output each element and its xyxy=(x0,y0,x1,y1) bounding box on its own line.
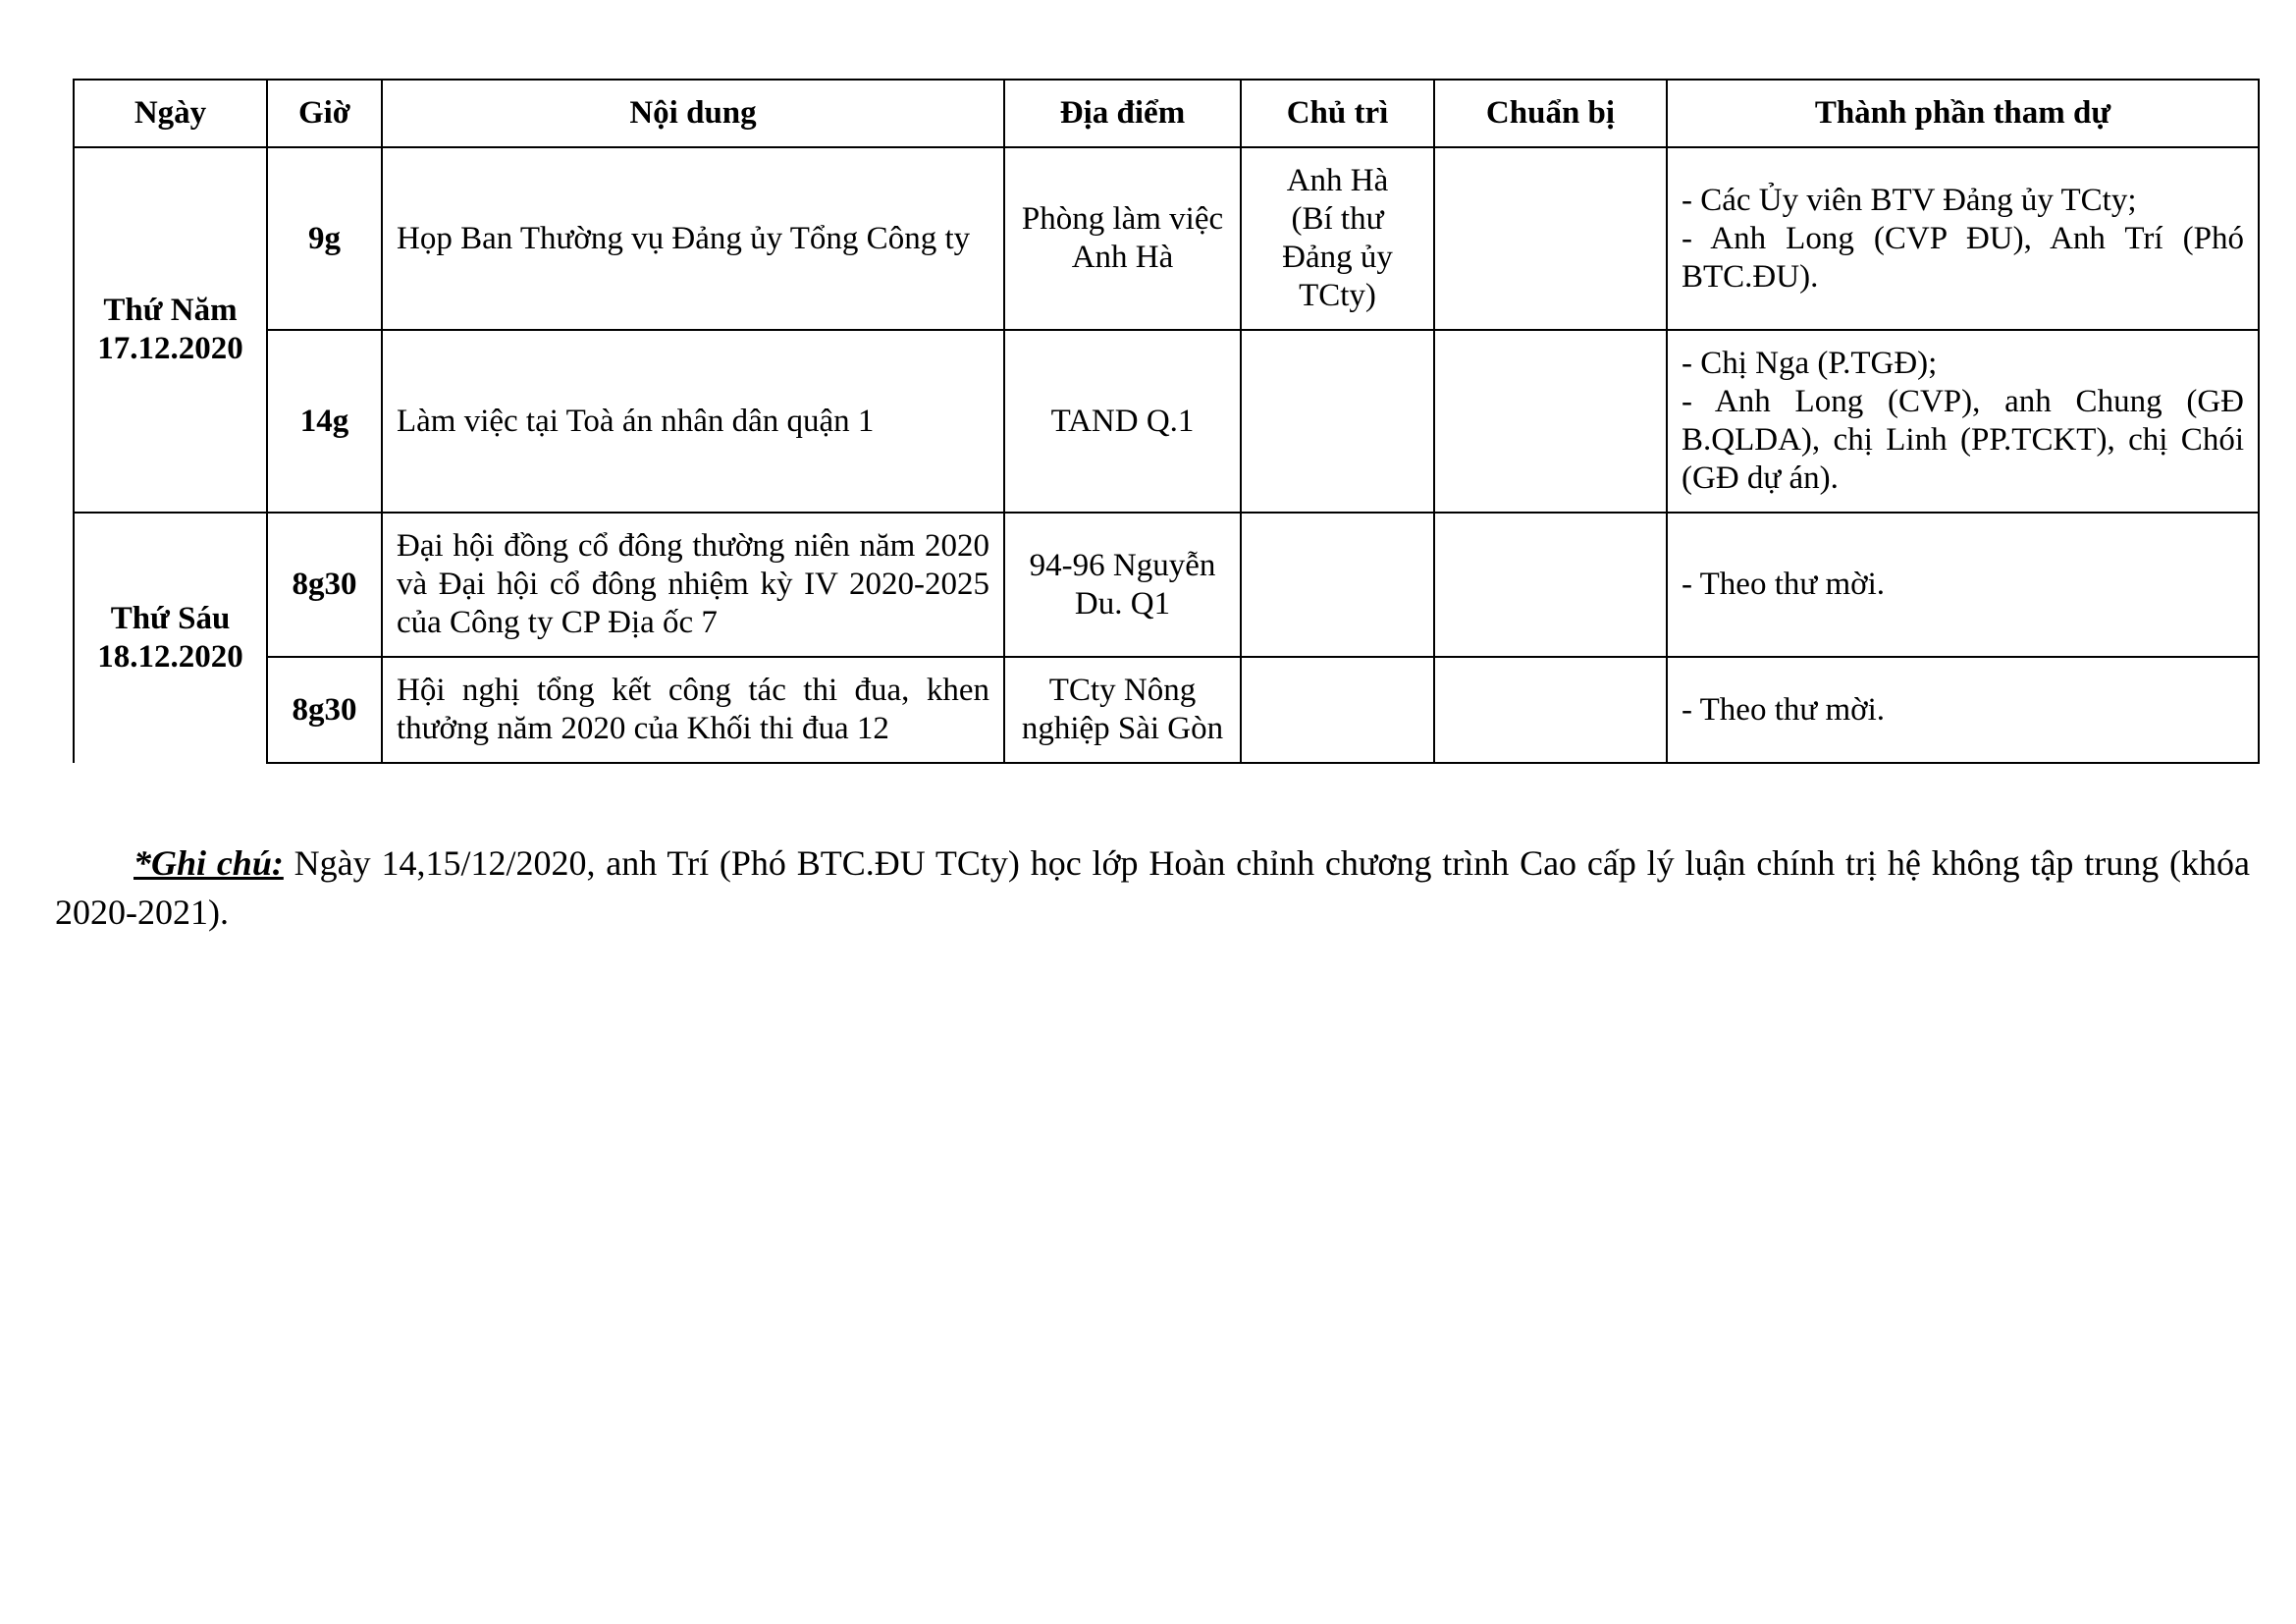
attendees-cell xyxy=(1667,147,2259,330)
host-line: Đảng ủy xyxy=(1282,240,1393,275)
content-line: Hội nghị tổng kết công tác thi đua, khen xyxy=(397,673,989,708)
prep-cell xyxy=(1434,513,1667,657)
table-row xyxy=(74,330,2259,513)
content-cell: Làm việc tại Toà án nhân dân quận 1 xyxy=(382,330,1004,513)
attendees-cell xyxy=(1667,330,2259,513)
header-place: Địa điểm xyxy=(1004,80,1241,147)
host-line: Anh Hà xyxy=(1286,163,1389,198)
place-line: 94-96 Nguyễn xyxy=(1029,547,1216,583)
content-cell: Họp Ban Thường vụ Đảng ủy Tổng Công ty xyxy=(382,147,1004,330)
header-day: Ngày xyxy=(74,80,267,147)
table-header-row xyxy=(74,80,2259,147)
host-cell xyxy=(1241,330,1434,513)
host-line: (Bí thư xyxy=(1291,201,1384,237)
place-cell xyxy=(1004,147,1241,330)
date-text: 18.12.2020 xyxy=(97,639,243,675)
attendees-cell: - Theo thư mời. xyxy=(1667,657,2259,763)
attendee-line: B.QLDA), chị Linh (PP.TCKT), chị Chói xyxy=(1682,422,2244,458)
content-line: thưởng năm 2020 của Khối thi đua 12 xyxy=(397,711,889,746)
place-line: Du. Q1 xyxy=(1074,585,1171,622)
time-cell: 14g xyxy=(267,330,382,513)
footnote xyxy=(55,839,2250,937)
place-line: nghiệp Sài Gòn xyxy=(1021,711,1224,746)
host-cell xyxy=(1241,147,1434,330)
place-line: Phòng làm việc xyxy=(1021,201,1224,237)
attendee-line: BTC.ĐU). xyxy=(1682,258,1819,295)
attendee-line: - Anh Long (CVP), anh Chung (GĐ xyxy=(1682,384,2244,419)
attendee-line: - Chị Nga (P.TGĐ); xyxy=(1682,346,1938,381)
attendee-line: (GĐ dự án). xyxy=(1682,460,1839,496)
place-line: TCty Nông xyxy=(1048,673,1197,708)
weekly-schedule-table xyxy=(73,79,2260,764)
table-row xyxy=(74,657,2259,763)
content-cell xyxy=(382,657,1004,763)
content-cell xyxy=(382,513,1004,657)
host-cell xyxy=(1241,657,1434,763)
weekday-text: Thứ Năm xyxy=(103,293,238,328)
day-cell xyxy=(74,513,267,763)
date-text: 17.12.2020 xyxy=(97,331,243,366)
time-cell: 9g xyxy=(267,147,382,330)
time-cell: 8g30 xyxy=(267,657,382,763)
host-line: TCty) xyxy=(1299,278,1376,313)
header-attendees: Thành phần tham dự xyxy=(1667,80,2259,147)
place-cell xyxy=(1004,657,1241,763)
attendees-cell: - Theo thư mời. xyxy=(1667,513,2259,657)
header-prep: Chuẩn bị xyxy=(1434,80,1667,147)
attendee-line: - Các Ủy viên BTV Đảng ủy TCty; xyxy=(1682,182,2137,218)
footnote-label: *Ghi chú: xyxy=(133,843,284,883)
prep-cell xyxy=(1434,330,1667,513)
time-cell: 8g30 xyxy=(267,513,382,657)
header-time: Giờ xyxy=(267,80,382,147)
header-content: Nội dung xyxy=(382,80,1004,147)
content-line: Đại hội đồng cổ đông thường niên năm 2020 xyxy=(397,528,989,564)
header-host: Chủ trì xyxy=(1241,80,1434,147)
attendee-line: - Anh Long (CVP ĐU), Anh Trí (Phó xyxy=(1682,220,2244,256)
prep-cell xyxy=(1434,657,1667,763)
content-line: và Đại hội cổ đông nhiệm kỳ IV 2020-2025 xyxy=(397,567,989,602)
table-row xyxy=(74,147,2259,330)
prep-cell xyxy=(1434,147,1667,330)
place-cell xyxy=(1004,513,1241,657)
content-line: của Công ty CP Địa ốc 7 xyxy=(397,605,718,640)
host-cell xyxy=(1241,513,1434,657)
footnote-text: Ngày 14,15/12/2020, anh Trí (Phó BTC.ĐU TCty) học lớp Hoàn chỉnh chương trình Cao cấp lý luận chính trị hệ không tập trung (khóa 2020-2021). xyxy=(55,843,2250,932)
weekday-text: Thứ Sáu xyxy=(110,601,231,636)
day-cell xyxy=(74,147,267,513)
table-row xyxy=(74,513,2259,657)
place-line: Anh Hà xyxy=(1071,240,1174,275)
place-cell: TAND Q.1 xyxy=(1004,330,1241,513)
